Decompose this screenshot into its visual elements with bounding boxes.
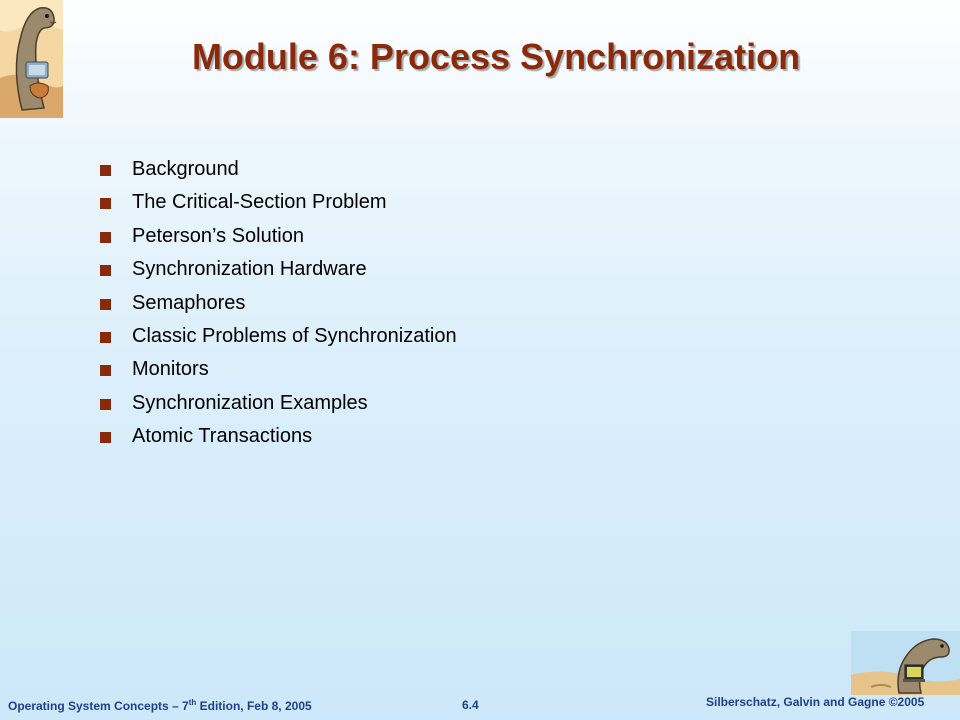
list-item-label: Peterson’s Solution xyxy=(132,224,304,247)
list-item-label: Background xyxy=(132,158,239,180)
list-item-label: Semaphores xyxy=(132,291,246,314)
square-bullet-icon xyxy=(100,232,111,243)
list-item-label: Monitors xyxy=(132,358,209,381)
list-item-label: Synchronization Examples xyxy=(132,391,368,414)
list-item-label: Synchronization Hardware xyxy=(132,258,367,281)
square-bullet-icon xyxy=(100,432,111,443)
square-bullet-icon xyxy=(100,299,111,310)
square-bullet-icon xyxy=(100,365,111,376)
list-item-label: The Critical-Section Problem xyxy=(132,191,387,214)
square-bullet-icon xyxy=(100,165,111,176)
list-item-label: Atomic Transactions xyxy=(132,425,313,448)
page-number: 6.4 xyxy=(462,698,479,712)
square-bullet-icon xyxy=(100,399,111,410)
slide-title: Module 6: Process Synchronization xyxy=(191,36,801,77)
list-item-label: Classic Problems of Synchronization xyxy=(132,324,457,347)
dinosaur-laptop-icon xyxy=(851,631,960,695)
copyright: Silberschatz, Galvin and Gagne ©2005 xyxy=(706,695,925,709)
square-bullet-icon xyxy=(100,265,111,276)
square-bullet-icon xyxy=(100,332,111,343)
square-bullet-icon xyxy=(100,198,111,209)
footer-book-info: Operating System Concepts – 7th Edition, Feb 8, 2005 xyxy=(8,698,312,713)
